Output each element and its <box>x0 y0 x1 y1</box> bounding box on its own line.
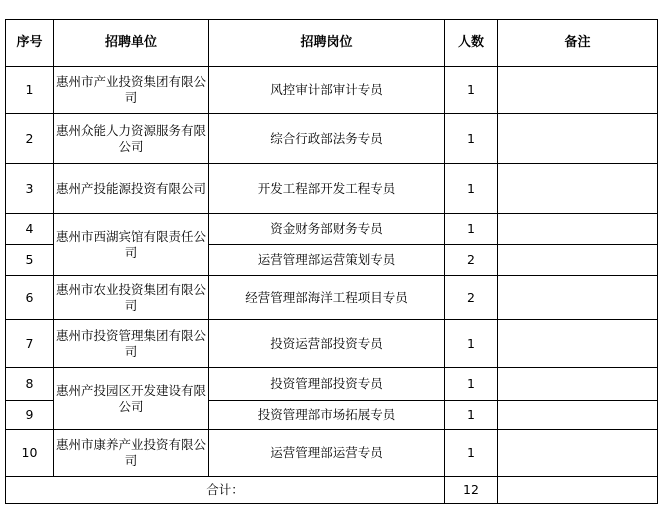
count-cell: 1 <box>445 114 498 164</box>
remark-cell <box>498 320 658 368</box>
header-remark: 备注 <box>498 20 658 67</box>
header-seq: 序号 <box>6 20 54 67</box>
seq-cell: 2 <box>6 114 54 164</box>
remark-cell <box>498 368 658 401</box>
position-cell: 运营管理部运营策划专员 <box>209 245 445 276</box>
unit-cell: 惠州市康养产业投资有限公司 <box>54 430 209 477</box>
header-count: 人数 <box>445 20 498 67</box>
table-row <box>6 430 658 477</box>
remark-cell <box>498 401 658 430</box>
count-cell: 2 <box>445 276 498 320</box>
remark-cell <box>498 477 658 504</box>
total-label: 合计： <box>6 477 445 504</box>
table-row <box>6 214 658 245</box>
count-cell: 1 <box>445 430 498 477</box>
seq-cell: 9 <box>6 401 54 430</box>
table-row <box>6 114 658 164</box>
header-unit: 招聘单位 <box>54 20 209 67</box>
table-row <box>6 320 658 368</box>
unit-cell: 惠州产投能源投资有限公司 <box>54 164 209 214</box>
table-row <box>6 276 658 320</box>
count-cell: 1 <box>445 320 498 368</box>
position-cell: 资金财务部财务专员 <box>209 214 445 245</box>
seq-cell: 3 <box>6 164 54 214</box>
count-cell: 2 <box>445 245 498 276</box>
seq-cell: 6 <box>6 276 54 320</box>
remark-cell <box>498 114 658 164</box>
seq-cell: 7 <box>6 320 54 368</box>
position-cell: 投资管理部投资专员 <box>209 368 445 401</box>
position-cell: 运营管理部运营专员 <box>209 430 445 477</box>
unit-cell: 惠州众能人力资源服务有限公司 <box>54 114 209 164</box>
position-cell: 投资管理部市场拓展专员 <box>209 401 445 430</box>
position-cell: 投资运营部投资专员 <box>209 320 445 368</box>
remark-cell <box>498 214 658 245</box>
unit-cell: 惠州市投资管理集团有限公司 <box>54 320 209 368</box>
seq-cell: 1 <box>6 67 54 114</box>
position-cell: 综合行政部法务专员 <box>209 114 445 164</box>
table-row <box>6 164 658 214</box>
unit-cell: 惠州市产业投资集团有限公司 <box>54 67 209 114</box>
total-count: 12 <box>445 477 498 504</box>
remark-cell <box>498 164 658 214</box>
unit-cell: 惠州市农业投资集团有限公司 <box>54 276 209 320</box>
seq-cell: 10 <box>6 430 54 477</box>
seq-cell: 8 <box>6 368 54 401</box>
unit-cell: 惠州市西湖宾馆有限责任公司 <box>54 214 209 276</box>
recruitment-table <box>5 19 658 504</box>
total-row <box>6 477 658 504</box>
remark-cell <box>498 276 658 320</box>
position-cell: 开发工程部开发工程专员 <box>209 164 445 214</box>
remark-cell <box>498 245 658 276</box>
count-cell: 1 <box>445 67 498 114</box>
table-row <box>6 368 658 401</box>
count-cell: 1 <box>445 214 498 245</box>
table-row <box>6 67 658 114</box>
unit-cell: 惠州产投园区开发建设有限公司 <box>54 368 209 430</box>
count-cell: 1 <box>445 164 498 214</box>
remark-cell <box>498 67 658 114</box>
position-cell: 经营管理部海洋工程项目专员 <box>209 276 445 320</box>
seq-cell: 5 <box>6 245 54 276</box>
seq-cell: 4 <box>6 214 54 245</box>
count-cell: 1 <box>445 368 498 401</box>
remark-cell <box>498 430 658 477</box>
header-row <box>6 20 658 67</box>
header-position: 招聘岗位 <box>209 20 445 67</box>
count-cell: 1 <box>445 401 498 430</box>
position-cell: 风控审计部审计专员 <box>209 67 445 114</box>
